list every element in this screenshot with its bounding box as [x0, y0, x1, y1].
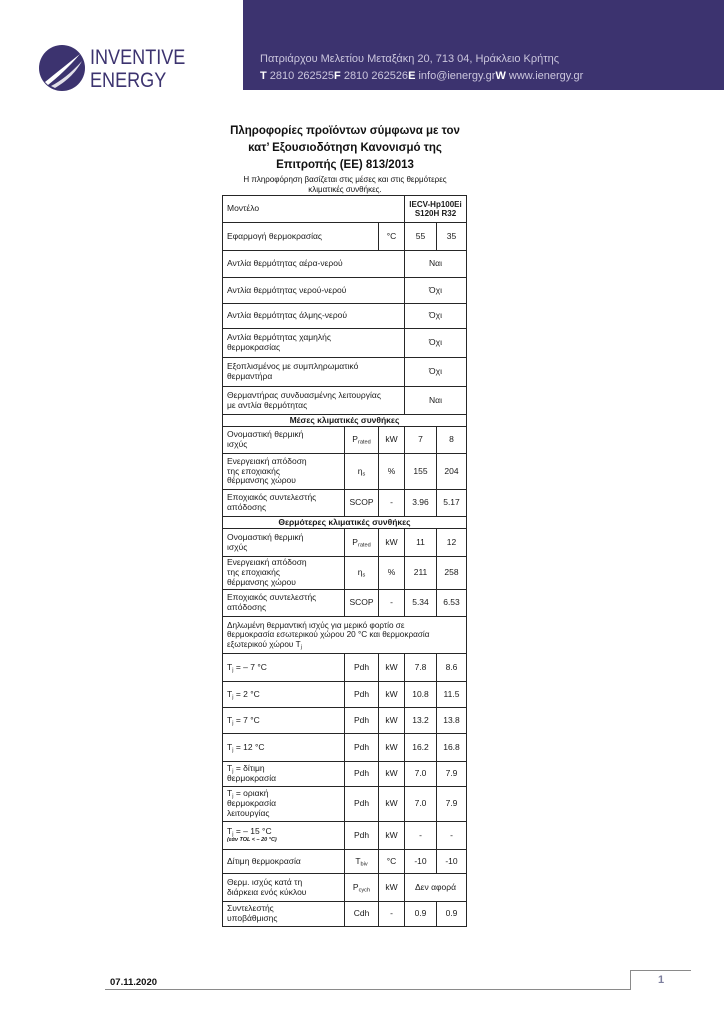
tj-subscript: j — [232, 667, 234, 674]
metric-label: Ονομαστική θερμική ισχύς — [223, 427, 345, 454]
tj-condition: = 7 °C — [233, 714, 260, 725]
metric-label: Θερμ. ισχύς κατά τη διάρκεια ενός κύκλου — [223, 874, 345, 902]
phone-key: T — [260, 70, 267, 82]
metric-unit: kW — [379, 734, 405, 762]
tj-symbol: T — [227, 741, 233, 752]
partial-load-heading-text: Δηλωμένη θερμαντική ισχύς για μερικό φορτίο σε θερμοκρασία εσωτερικού χώρου 20 °C και θερμοκρασία εξωτερικού χώρου T — [227, 620, 430, 649]
partial-load-row — [223, 654, 467, 682]
metric-symbol: Pdh — [345, 708, 379, 734]
metric-value-2: 16.8 — [437, 734, 467, 762]
tj-subscript: j — [232, 694, 234, 701]
partial-load-heading-row — [223, 617, 467, 654]
symbol-subscript: biv — [360, 861, 368, 868]
metric-value-2: 8.6 — [437, 654, 467, 682]
metric-value-2: 5.17 — [437, 490, 467, 517]
flag-row — [223, 358, 467, 387]
metric-value-2: 12 — [437, 529, 467, 557]
metric-unit: - — [379, 490, 405, 517]
metric-label: Συντελεστής υποβάθμισης — [223, 902, 345, 927]
metric-value: Δεν αφορά — [405, 874, 467, 902]
section-heading-row — [223, 415, 467, 427]
metric-value-1: 211 — [405, 557, 437, 590]
flag-label: Αντλία θερμότητας νερού-νερού — [223, 278, 405, 304]
metric-unit: kW — [379, 654, 405, 682]
metric-symbol — [345, 850, 379, 874]
page-title: Πληροφορίες προϊόντων σύμφωνα με τον κατ’ Εξουσιοδότηση Κανονισμό της Επιτροπής (ΕΕ) 813/2013 — [230, 125, 460, 171]
metric-label: Ενεργειακή απόδοση της εποχιακής θέρμανσης χώρου — [223, 557, 345, 590]
metric-symbol — [345, 529, 379, 557]
tol-note: (εάν TOL < – 20 °C) — [227, 836, 277, 843]
model-row — [223, 196, 467, 223]
application-temperature-row — [223, 223, 467, 251]
metric-value-2: -10 — [437, 850, 467, 874]
metric-value-2: 6.53 — [437, 590, 467, 617]
metric-label: Εποχιακός συντελεστής απόδοσης — [223, 590, 345, 617]
metric-unit: - — [379, 902, 405, 927]
metric-unit: kW — [379, 682, 405, 708]
flag-row — [223, 251, 467, 278]
metric-value-1: - — [405, 822, 437, 850]
metric-label: Δίτιμη θερμοκρασία — [223, 850, 345, 874]
web-key: W — [495, 70, 506, 82]
email-key: E — [408, 70, 416, 82]
metric-symbol: Pdh — [345, 734, 379, 762]
partial-load-row — [223, 762, 467, 787]
tj-condition: = δίτιμη θερμοκρασία — [227, 763, 277, 783]
metric-value-2: 0.9 — [437, 902, 467, 927]
flag-value: Όχι — [405, 278, 467, 304]
tj-label — [223, 682, 345, 708]
symbol-base: T — [355, 855, 361, 866]
metric-unit: % — [379, 557, 405, 590]
model-value: IECV-Hp100Ei S120H R32 — [405, 196, 467, 223]
metric-value-1: 0.9 — [405, 902, 437, 927]
tj-label — [223, 708, 345, 734]
phone-value: 2810 262525 — [266, 70, 335, 82]
metric-unit: °C — [379, 850, 405, 874]
tj-subscript: j — [232, 793, 234, 800]
section-heading-row — [223, 517, 467, 529]
flag-row — [223, 278, 467, 304]
metric-row — [223, 490, 467, 517]
metric-row — [223, 529, 467, 557]
metric-unit: kW — [379, 762, 405, 787]
metric-unit: kW — [379, 874, 405, 902]
metric-symbol: Pdh — [345, 682, 379, 708]
symbol-subscript: s — [362, 471, 366, 478]
metric-value-2: 258 — [437, 557, 467, 590]
metric-symbol: Pdh — [345, 822, 379, 850]
flag-value: Ναι — [405, 251, 467, 278]
tj-condition: = οριακή θερμοκρασία λειτουργίας — [227, 788, 277, 818]
metric-label: Ενεργειακή απόδοση της εποχιακής θέρμανσης χώρου — [223, 454, 345, 490]
flag-label: Εξοπλισμένος με συμπληρωματικό θερμαντήρα — [223, 358, 405, 387]
metric-row — [223, 874, 467, 902]
metric-value-1: 7.0 — [405, 787, 437, 822]
company-address: Πατριάρχου Μελετίου Μεταξάκη 20, 713 04, Ηράκλειο Κρήτης — [260, 53, 560, 65]
partial-load-row — [223, 822, 467, 850]
tj-condition: = 2 °C — [233, 688, 260, 699]
tj-label — [223, 787, 345, 822]
footer-rule — [105, 989, 630, 990]
tj-subscript: j — [232, 768, 234, 775]
metric-row — [223, 902, 467, 927]
partial-load-row — [223, 787, 467, 822]
partial-load-row — [223, 682, 467, 708]
metric-symbol — [345, 454, 379, 490]
tj-subscript: j — [232, 720, 234, 727]
metric-symbol — [345, 874, 379, 902]
metric-symbol — [345, 557, 379, 590]
symbol-subscript: rated — [357, 439, 371, 446]
email-value: info@ienergy.gr — [415, 70, 496, 82]
application-temperature-label: Εφαρμογή θερμοκρασίας — [223, 223, 379, 251]
metric-row — [223, 850, 467, 874]
flag-value: Όχι — [405, 329, 467, 358]
metric-value-2: 11.5 — [437, 682, 467, 708]
logo-text-line2: ENERGY — [90, 69, 167, 92]
company-contact — [260, 68, 583, 85]
metric-label: Εποχιακός συντελεστής απόδοσης — [223, 490, 345, 517]
symbol-subscript: s — [362, 572, 366, 579]
section-heading-warmer: Θερμότερες κλιματικές συνθήκες — [223, 517, 467, 529]
metric-symbol: SCOP — [345, 590, 379, 617]
model-label: Μοντέλο — [223, 196, 405, 223]
metric-symbol — [345, 427, 379, 454]
tj-label — [223, 822, 345, 850]
symbol-base: η — [357, 465, 363, 476]
tj-symbol: T — [227, 688, 233, 699]
symbol-base: P — [352, 881, 359, 892]
tj-subscript: j — [232, 831, 234, 838]
application-temperature-unit: °C — [379, 223, 405, 251]
section-heading-average: Μέσες κλιματικές συνθήκες — [223, 415, 467, 427]
metric-row — [223, 590, 467, 617]
metric-row — [223, 427, 467, 454]
symbol-base: P — [352, 434, 358, 445]
tj-condition: = 12 °C — [233, 741, 265, 752]
metric-value-1: 155 — [405, 454, 437, 490]
metric-symbol: SCOP — [345, 490, 379, 517]
fax-key: F — [334, 70, 341, 82]
page-number: 1 — [630, 970, 691, 990]
tj-label — [223, 762, 345, 787]
metric-symbol: Pdh — [345, 654, 379, 682]
fax-value: 2810 262526 — [340, 70, 409, 82]
flag-value: Όχι — [405, 304, 467, 329]
footer-date: 07.11.2020 — [110, 977, 158, 988]
tj-label — [223, 734, 345, 762]
metric-label: Ονομαστική θερμική ισχύς — [223, 529, 345, 557]
metric-value-1: 10.8 — [405, 682, 437, 708]
product-info-table — [222, 195, 467, 927]
flag-label: Θερμαντήρας συνδυασμένης λειτουργίας με αντλία θερμότητας — [223, 387, 405, 415]
metric-symbol: Cdh — [345, 902, 379, 927]
metric-value-2: 7.9 — [437, 787, 467, 822]
metric-value-1: -10 — [405, 850, 437, 874]
metric-value-2: 204 — [437, 454, 467, 490]
application-temperature-value-2: 35 — [437, 223, 467, 251]
flag-label: Αντλία θερμότητας χαμηλής θερμοκρασίας — [223, 329, 405, 358]
tj-symbol: T — [227, 714, 233, 725]
symbol-base: P — [352, 536, 358, 547]
web-value: www.ienergy.gr — [505, 70, 584, 82]
flag-row — [223, 304, 467, 329]
flag-label: Αντλία θερμότητας αέρα-νερού — [223, 251, 405, 278]
tj-label — [223, 654, 345, 682]
metric-value-2: 8 — [437, 427, 467, 454]
symbol-base: η — [357, 567, 363, 578]
metric-value-1: 7 — [405, 427, 437, 454]
metric-value-1: 11 — [405, 529, 437, 557]
tj-symbol: T — [227, 826, 233, 837]
metric-row — [223, 454, 467, 490]
metric-unit: kW — [379, 822, 405, 850]
tj-symbol: T — [227, 763, 233, 774]
metric-symbol: Pdh — [345, 787, 379, 822]
partial-load-row — [223, 708, 467, 734]
metric-unit: - — [379, 590, 405, 617]
tj-condition: = – 7 °C — [233, 661, 267, 672]
metric-value-2: - — [437, 822, 467, 850]
flag-label: Αντλία θερμότητας άλμης-νερού — [223, 304, 405, 329]
circle-swoosh-icon — [39, 45, 85, 91]
flag-value: Ναι — [405, 387, 467, 415]
metric-row — [223, 557, 467, 590]
partial-load-heading-subscript: j — [300, 644, 302, 651]
metric-value-1: 7.8 — [405, 654, 437, 682]
metric-value-1: 16.2 — [405, 734, 437, 762]
flag-value: Όχι — [405, 358, 467, 387]
metric-value-2: 7.9 — [437, 762, 467, 787]
metric-value-2: 13.8 — [437, 708, 467, 734]
tj-condition: = – 15 °C — [233, 826, 272, 837]
metric-value-1: 13.2 — [405, 708, 437, 734]
metric-unit: kW — [379, 708, 405, 734]
metric-value-1: 7.0 — [405, 762, 437, 787]
flag-row — [223, 387, 467, 415]
metric-unit: % — [379, 454, 405, 490]
metric-unit: kW — [379, 787, 405, 822]
metric-unit: kW — [379, 427, 405, 454]
metric-unit: kW — [379, 529, 405, 557]
partial-load-heading — [223, 617, 467, 654]
symbol-subscript: rated — [357, 542, 371, 549]
metric-value-1: 3.96 — [405, 490, 437, 517]
partial-load-row — [223, 734, 467, 762]
symbol-subscript: cych — [358, 887, 371, 894]
tj-symbol: T — [227, 788, 233, 799]
application-temperature-value-1: 55 — [405, 223, 437, 251]
metric-value-1: 5.34 — [405, 590, 437, 617]
tj-symbol: T — [227, 661, 233, 672]
tj-subscript: j — [232, 747, 234, 754]
flag-row — [223, 329, 467, 358]
metric-symbol: Pdh — [345, 762, 379, 787]
page-subtitle: Η πληροφόρηση βασίζεται στις μέσες και στις θερμότερες κλιματικές συνθήκες. — [243, 175, 447, 194]
logo-text-line1: INVENTIVE — [90, 46, 186, 69]
